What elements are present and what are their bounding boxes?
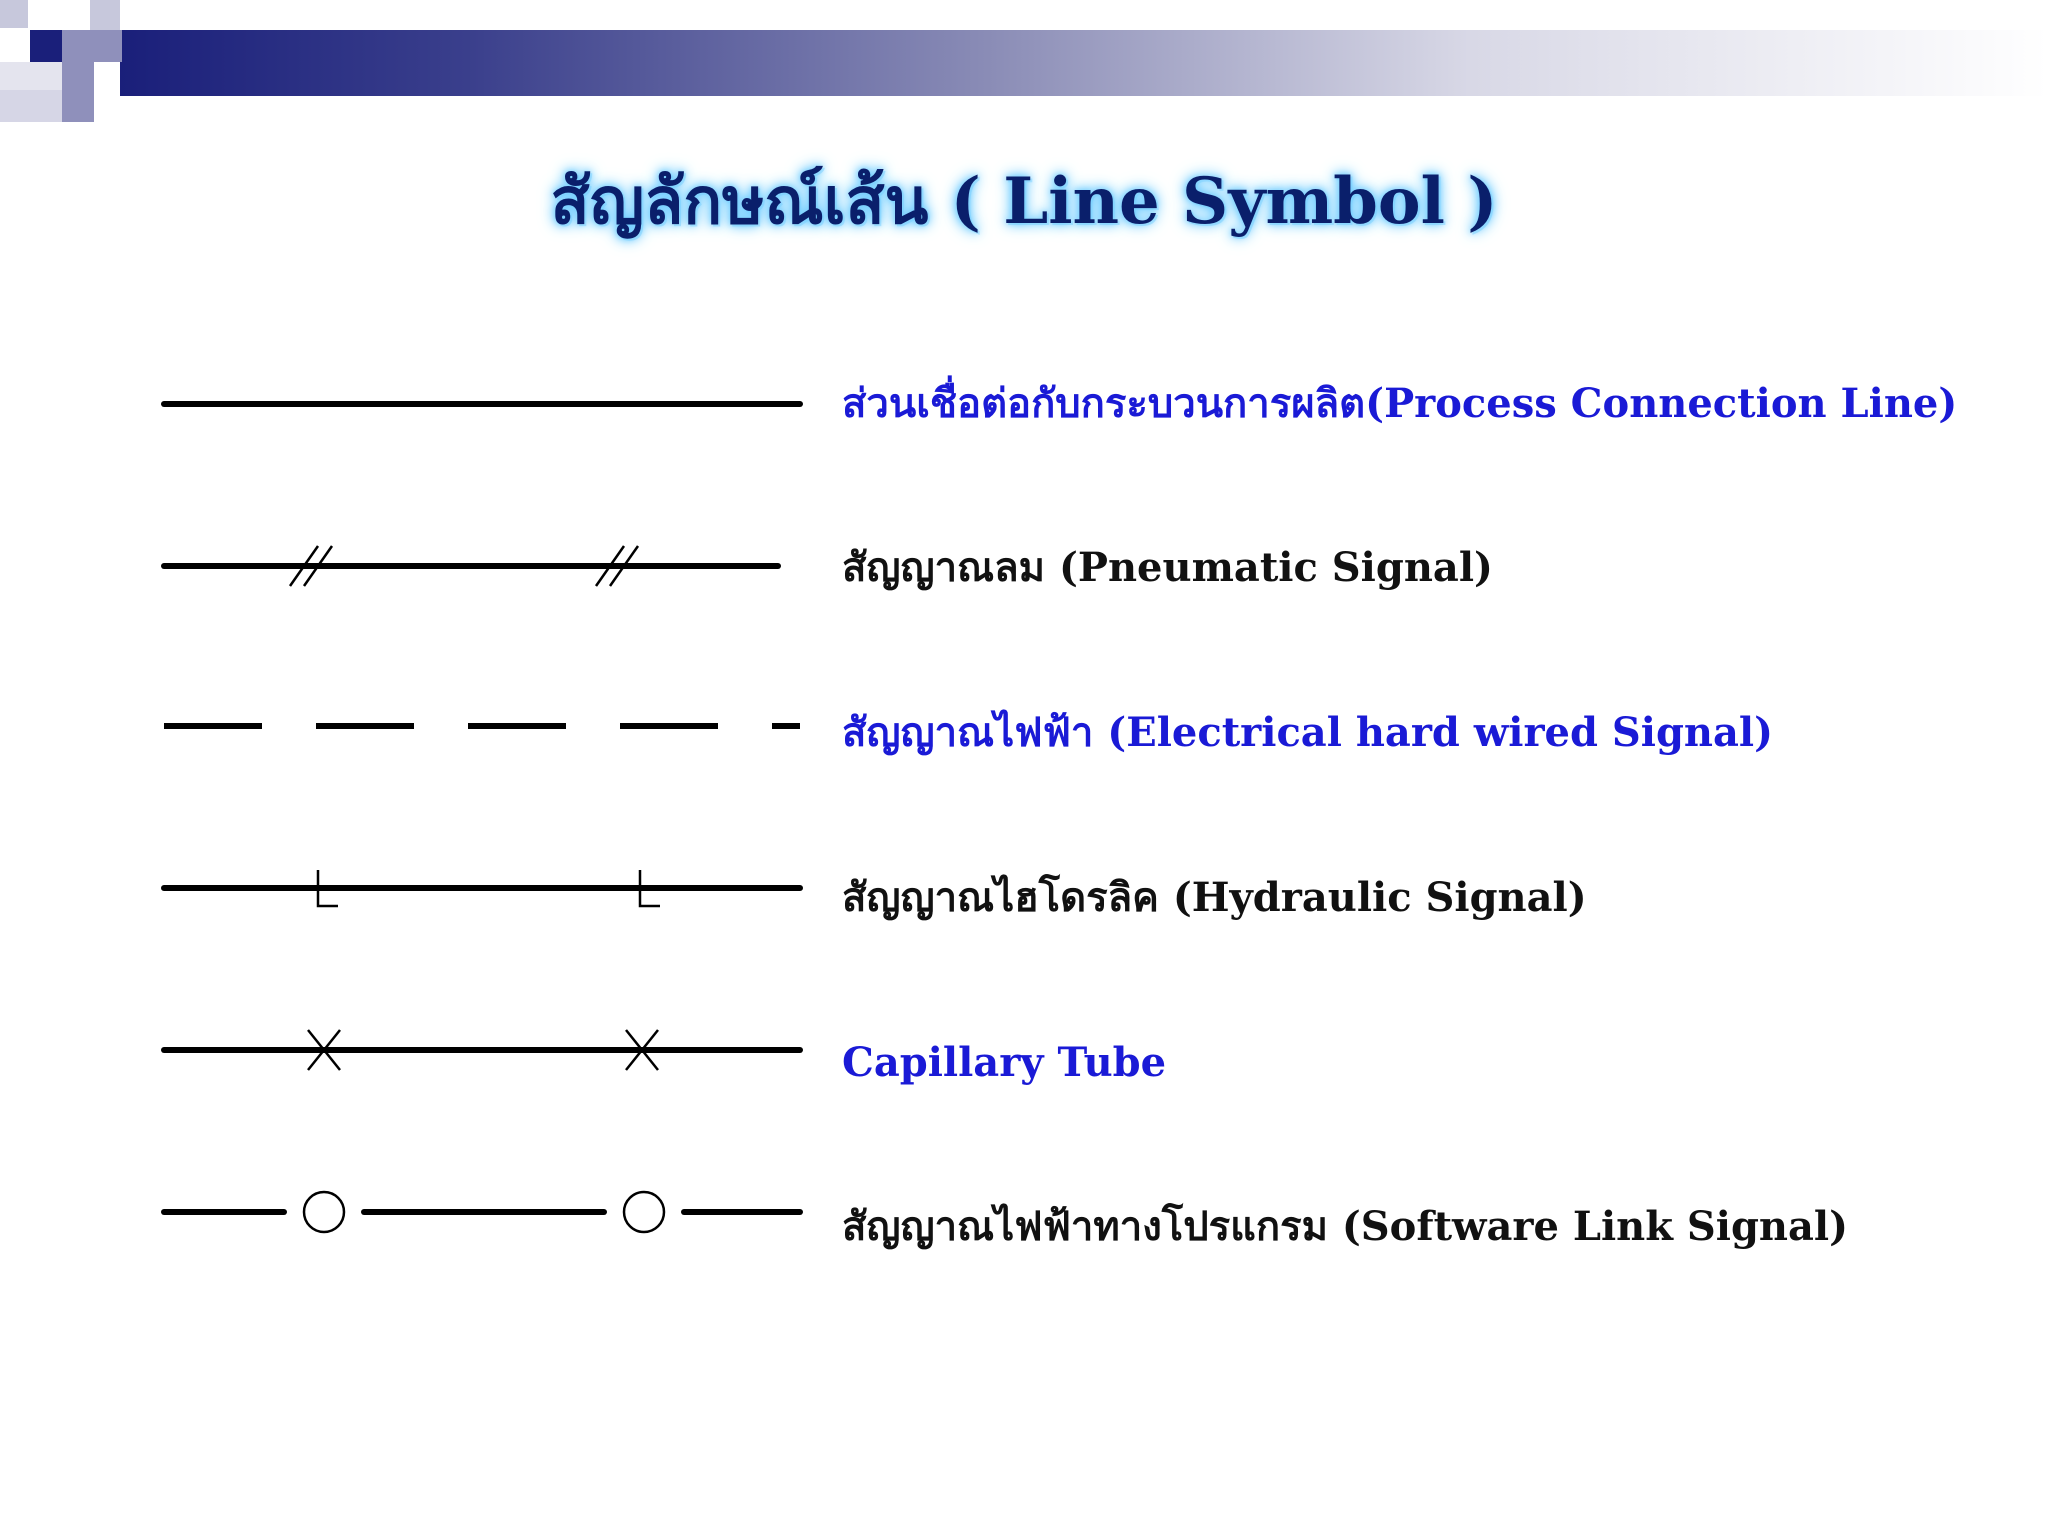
software-link-signal-line [164,1192,800,1232]
capillary-tube-line [164,1030,800,1070]
legend-label-hydraulic: สัญญาณไฮโดรลิค (Hydraulic Signal) [842,874,1587,921]
legend-label-capillary: Capillary Tube [842,1039,1167,1086]
hydraulic-signal-line [164,870,800,906]
pneumatic-signal-line [164,546,778,586]
legend-label-process-connection: ส่วนเชื่อต่อกับกระบวนการผลิต(Process Connection Line) [842,380,1958,427]
software-link-circle [624,1192,664,1232]
legend-label-electrical: สัญญาณไฟฟ้า (Electrical hard wired Signal) [842,709,1774,756]
software-link-circle [304,1192,344,1232]
legend-label-pneumatic: สัญญาณลม (Pneumatic Signal) [842,544,1493,591]
legend-label-software-link: สัญญาณไฟฟ้าทางโปรแกรม (Software Link Signal) [842,1203,1849,1250]
page-title: สัญลักษณ์เส้น ( Line Symbol ) [550,164,1498,239]
